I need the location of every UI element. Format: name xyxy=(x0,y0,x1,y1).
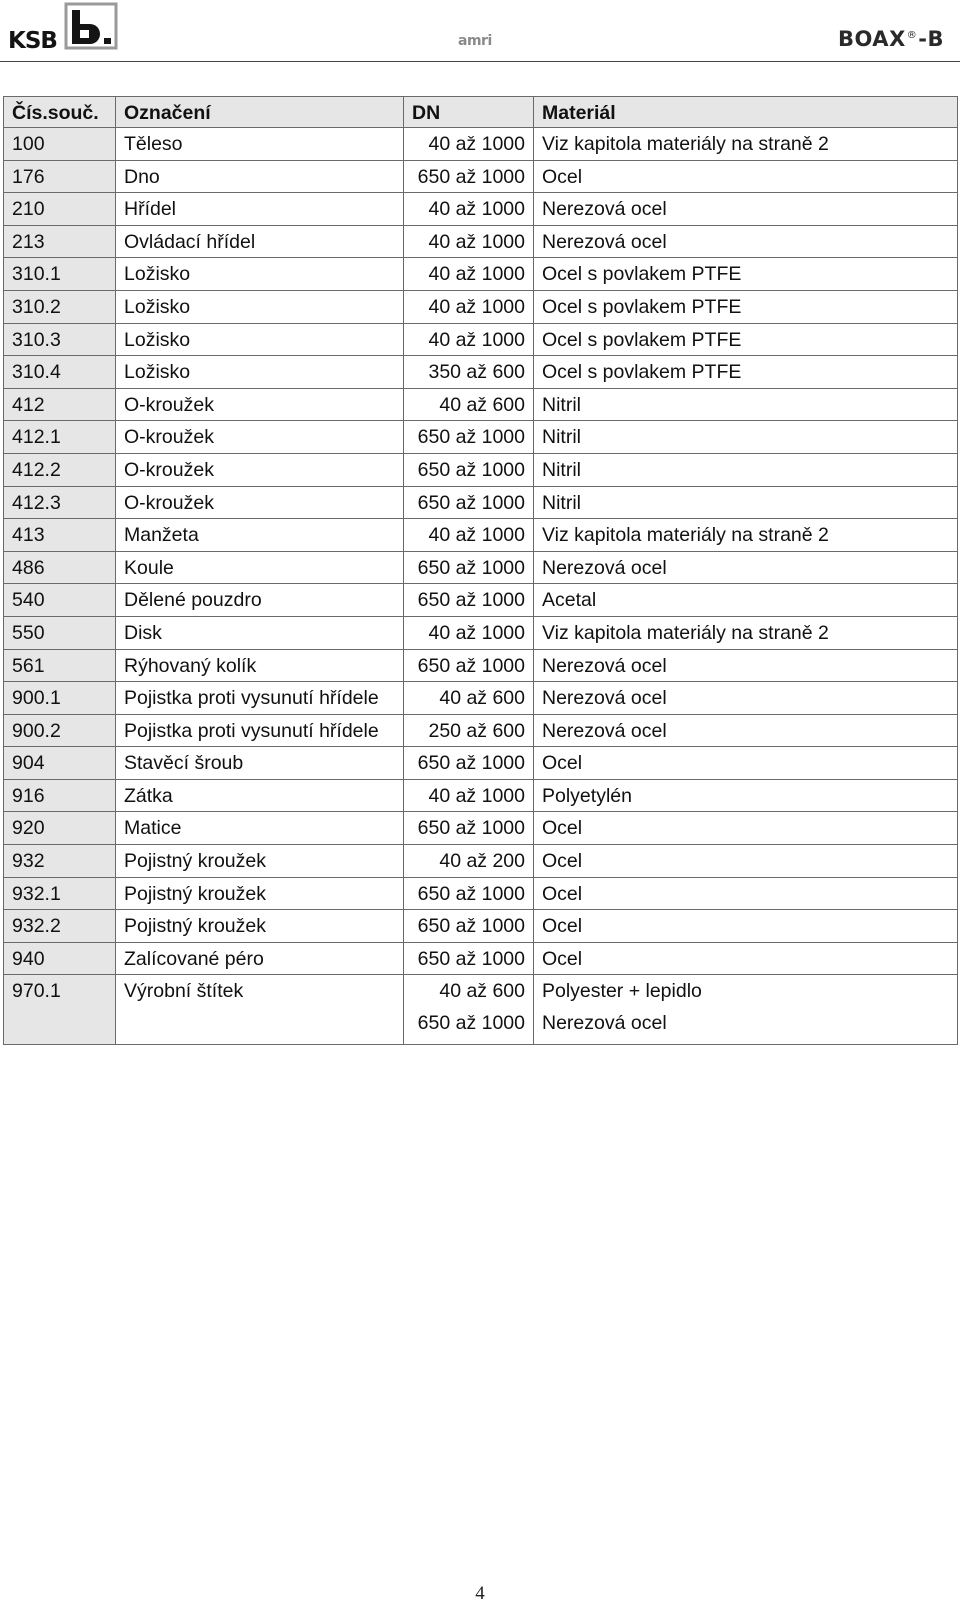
cell-designation: Ložisko xyxy=(116,258,404,291)
cell-part-number: 100 xyxy=(4,128,116,161)
cell-part-number: 412.1 xyxy=(4,421,116,454)
cell-designation: Manžeta xyxy=(116,519,404,552)
cell-part-number: 970.1 xyxy=(4,975,116,1045)
cell-dn: 650 až 1000 xyxy=(404,877,534,910)
cell-dn: 40 až 600 xyxy=(404,388,534,421)
cell-designation: Pojistný kroužek xyxy=(116,877,404,910)
cell-part-number: 932.2 xyxy=(4,910,116,943)
cell-part-number: 310.4 xyxy=(4,356,116,389)
cell-designation: Rýhovaný kolík xyxy=(116,649,404,682)
cell-material xyxy=(534,975,958,1045)
table-row xyxy=(4,812,958,845)
cell-material: Ocel xyxy=(534,845,958,878)
cell-designation: Ložisko xyxy=(116,356,404,389)
cell-designation: Zátka xyxy=(116,779,404,812)
cell-part-number: 550 xyxy=(4,616,116,649)
table-row xyxy=(4,388,958,421)
cell-designation: Koule xyxy=(116,551,404,584)
cell-material: Ocel s povlakem PTFE xyxy=(534,290,958,323)
cell-material: Nerezová ocel xyxy=(534,225,958,258)
table-row xyxy=(4,845,958,878)
cell-material: Nitril xyxy=(534,453,958,486)
table-row xyxy=(4,453,958,486)
cell-part-number: 412 xyxy=(4,388,116,421)
cell-dn: 650 až 1000 xyxy=(404,910,534,943)
cell-material: Nerezová ocel xyxy=(534,551,958,584)
table-row xyxy=(4,160,958,193)
column-header-part-number: Čís.souč. xyxy=(4,97,116,128)
cell-dn: 40 až 1000 xyxy=(404,258,534,291)
cell-part-number: 310.2 xyxy=(4,290,116,323)
table-row xyxy=(4,779,958,812)
cell-designation: Dělené pouzdro xyxy=(116,584,404,617)
cell-designation: Zalícované péro xyxy=(116,942,404,975)
cell-material: Nitril xyxy=(534,486,958,519)
cell-dn: 250 až 600 xyxy=(404,714,534,747)
cell-material: Ocel s povlakem PTFE xyxy=(534,356,958,389)
cell-material: Nerezová ocel xyxy=(534,193,958,226)
table-row xyxy=(4,942,958,975)
table-row xyxy=(4,714,958,747)
cell-dn: 650 až 1000 xyxy=(404,942,534,975)
cell-designation: Pojistný kroužek xyxy=(116,910,404,943)
table-row xyxy=(4,975,958,1045)
cell-dn: 40 až 1000 xyxy=(404,323,534,356)
boax-b-logo xyxy=(838,27,944,51)
cell-material: Viz kapitola materiály na straně 2 xyxy=(534,616,958,649)
column-header-material: Materiál xyxy=(534,97,958,128)
cell-part-number: 932 xyxy=(4,845,116,878)
table-row xyxy=(4,421,958,454)
cell-part-number: 412.2 xyxy=(4,453,116,486)
cell-part-number: 486 xyxy=(4,551,116,584)
cell-designation: Pojistka proti vysunutí hřídele xyxy=(116,682,404,715)
cell-designation: Disk xyxy=(116,616,404,649)
cell-designation: Ložisko xyxy=(116,290,404,323)
cell-dn: 40 až 1000 xyxy=(404,519,534,552)
table-row xyxy=(4,584,958,617)
cell-designation: O-kroužek xyxy=(116,453,404,486)
cell-dn: 650 až 1000 xyxy=(404,584,534,617)
cell-dn: 40 až 1000 xyxy=(404,193,534,226)
table-row xyxy=(4,616,958,649)
cell-part-number: 540 xyxy=(4,584,116,617)
table-row xyxy=(4,910,958,943)
cell-material: Nitril xyxy=(534,421,958,454)
ksb-logo: KSB xyxy=(8,28,57,54)
parts-table xyxy=(3,96,958,1045)
cell-material: Ocel xyxy=(534,877,958,910)
cell-part-number: 920 xyxy=(4,812,116,845)
cell-part-number: 900.1 xyxy=(4,682,116,715)
cell-designation: Pojistka proti vysunutí hřídele xyxy=(116,714,404,747)
cell-dn: 650 až 1000 xyxy=(404,160,534,193)
cell-material: Acetal xyxy=(534,584,958,617)
cell-material: Ocel xyxy=(534,942,958,975)
cell-part-number: 310.3 xyxy=(4,323,116,356)
cell-part-number: 904 xyxy=(4,747,116,780)
table-row xyxy=(4,649,958,682)
cell-designation: Hřídel xyxy=(116,193,404,226)
cell-material: Polyetylén xyxy=(534,779,958,812)
cell-dn-line: 40 až 600 xyxy=(439,980,525,1003)
cell-designation: Pojistný kroužek xyxy=(116,845,404,878)
cell-dn: 40 až 1000 xyxy=(404,779,534,812)
cell-dn: 650 až 1000 xyxy=(404,551,534,584)
cell-designation: Těleso xyxy=(116,128,404,161)
cell-dn-line: 650 až 1000 xyxy=(417,1012,525,1035)
cell-material-line: Nerezová ocel xyxy=(542,1012,667,1035)
cell-dn: 650 až 1000 xyxy=(404,649,534,682)
cell-designation: Stavěcí šroub xyxy=(116,747,404,780)
cell-part-number: 210 xyxy=(4,193,116,226)
cell-part-number: 940 xyxy=(4,942,116,975)
boax-logo-main: BOAX xyxy=(838,27,906,51)
table-row xyxy=(4,225,958,258)
boax-logo-suffix: -B xyxy=(918,27,944,51)
cell-material: Ocel xyxy=(534,160,958,193)
cell-material-line: Polyester + lepidlo xyxy=(542,980,702,1003)
cell-part-number: 310.1 xyxy=(4,258,116,291)
cell-dn: 40 až 200 xyxy=(404,845,534,878)
cell-designation: Ložisko xyxy=(116,323,404,356)
page-number: 4 xyxy=(475,1583,485,1604)
cell-dn: 40 až 1000 xyxy=(404,290,534,323)
cell-dn: 650 až 1000 xyxy=(404,421,534,454)
cell-dn: 650 až 1000 xyxy=(404,747,534,780)
table-row xyxy=(4,356,958,389)
page-header xyxy=(0,0,960,64)
cell-part-number: 213 xyxy=(4,225,116,258)
column-header-designation: Označení xyxy=(116,97,404,128)
cell-dn: 40 až 1000 xyxy=(404,225,534,258)
cell-material: Ocel s povlakem PTFE xyxy=(534,323,958,356)
cell-designation: Ovládací hřídel xyxy=(116,225,404,258)
cell-material: Ocel xyxy=(534,910,958,943)
cell-material: Ocel xyxy=(534,812,958,845)
cell-material: Viz kapitola materiály na straně 2 xyxy=(534,519,958,552)
ksb-b-logo-icon xyxy=(64,2,118,50)
table-row xyxy=(4,128,958,161)
table-row xyxy=(4,519,958,552)
cell-designation: O-kroužek xyxy=(116,388,404,421)
cell-part-number: 900.2 xyxy=(4,714,116,747)
table-row xyxy=(4,877,958,910)
table-row xyxy=(4,193,958,226)
table-header-row xyxy=(4,97,958,128)
amri-logo: amri xyxy=(458,33,492,49)
cell-material: Viz kapitola materiály na straně 2 xyxy=(534,128,958,161)
cell-dn: 650 až 1000 xyxy=(404,486,534,519)
table-row xyxy=(4,323,958,356)
cell-dn: 350 až 600 xyxy=(404,356,534,389)
table-row xyxy=(4,290,958,323)
registered-mark: ® xyxy=(906,30,918,41)
cell-part-number: 916 xyxy=(4,779,116,812)
table-row xyxy=(4,486,958,519)
table-row xyxy=(4,682,958,715)
table-row xyxy=(4,747,958,780)
cell-material: Nerezová ocel xyxy=(534,649,958,682)
cell-dn: 40 až 1000 xyxy=(404,128,534,161)
cell-dn: 650 až 1000 xyxy=(404,453,534,486)
cell-designation: Výrobní štítek xyxy=(116,975,404,1045)
cell-part-number: 412.3 xyxy=(4,486,116,519)
cell-material: Nerezová ocel xyxy=(534,714,958,747)
cell-part-number: 413 xyxy=(4,519,116,552)
cell-material: Ocel s povlakem PTFE xyxy=(534,258,958,291)
column-header-dn: DN xyxy=(404,97,534,128)
cell-part-number: 561 xyxy=(4,649,116,682)
cell-dn: 650 až 1000 xyxy=(404,812,534,845)
header-divider xyxy=(0,61,960,62)
cell-designation: O-kroužek xyxy=(116,421,404,454)
cell-designation: Dno xyxy=(116,160,404,193)
cell-designation: O-kroužek xyxy=(116,486,404,519)
cell-material: Ocel xyxy=(534,747,958,780)
cell-dn xyxy=(404,975,534,1045)
cell-dn: 40 až 1000 xyxy=(404,616,534,649)
cell-dn: 40 až 600 xyxy=(404,682,534,715)
cell-part-number: 176 xyxy=(4,160,116,193)
cell-material: Nitril xyxy=(534,388,958,421)
table-row xyxy=(4,551,958,584)
cell-designation: Matice xyxy=(116,812,404,845)
cell-material: Nerezová ocel xyxy=(534,682,958,715)
cell-part-number: 932.1 xyxy=(4,877,116,910)
table-row xyxy=(4,258,958,291)
